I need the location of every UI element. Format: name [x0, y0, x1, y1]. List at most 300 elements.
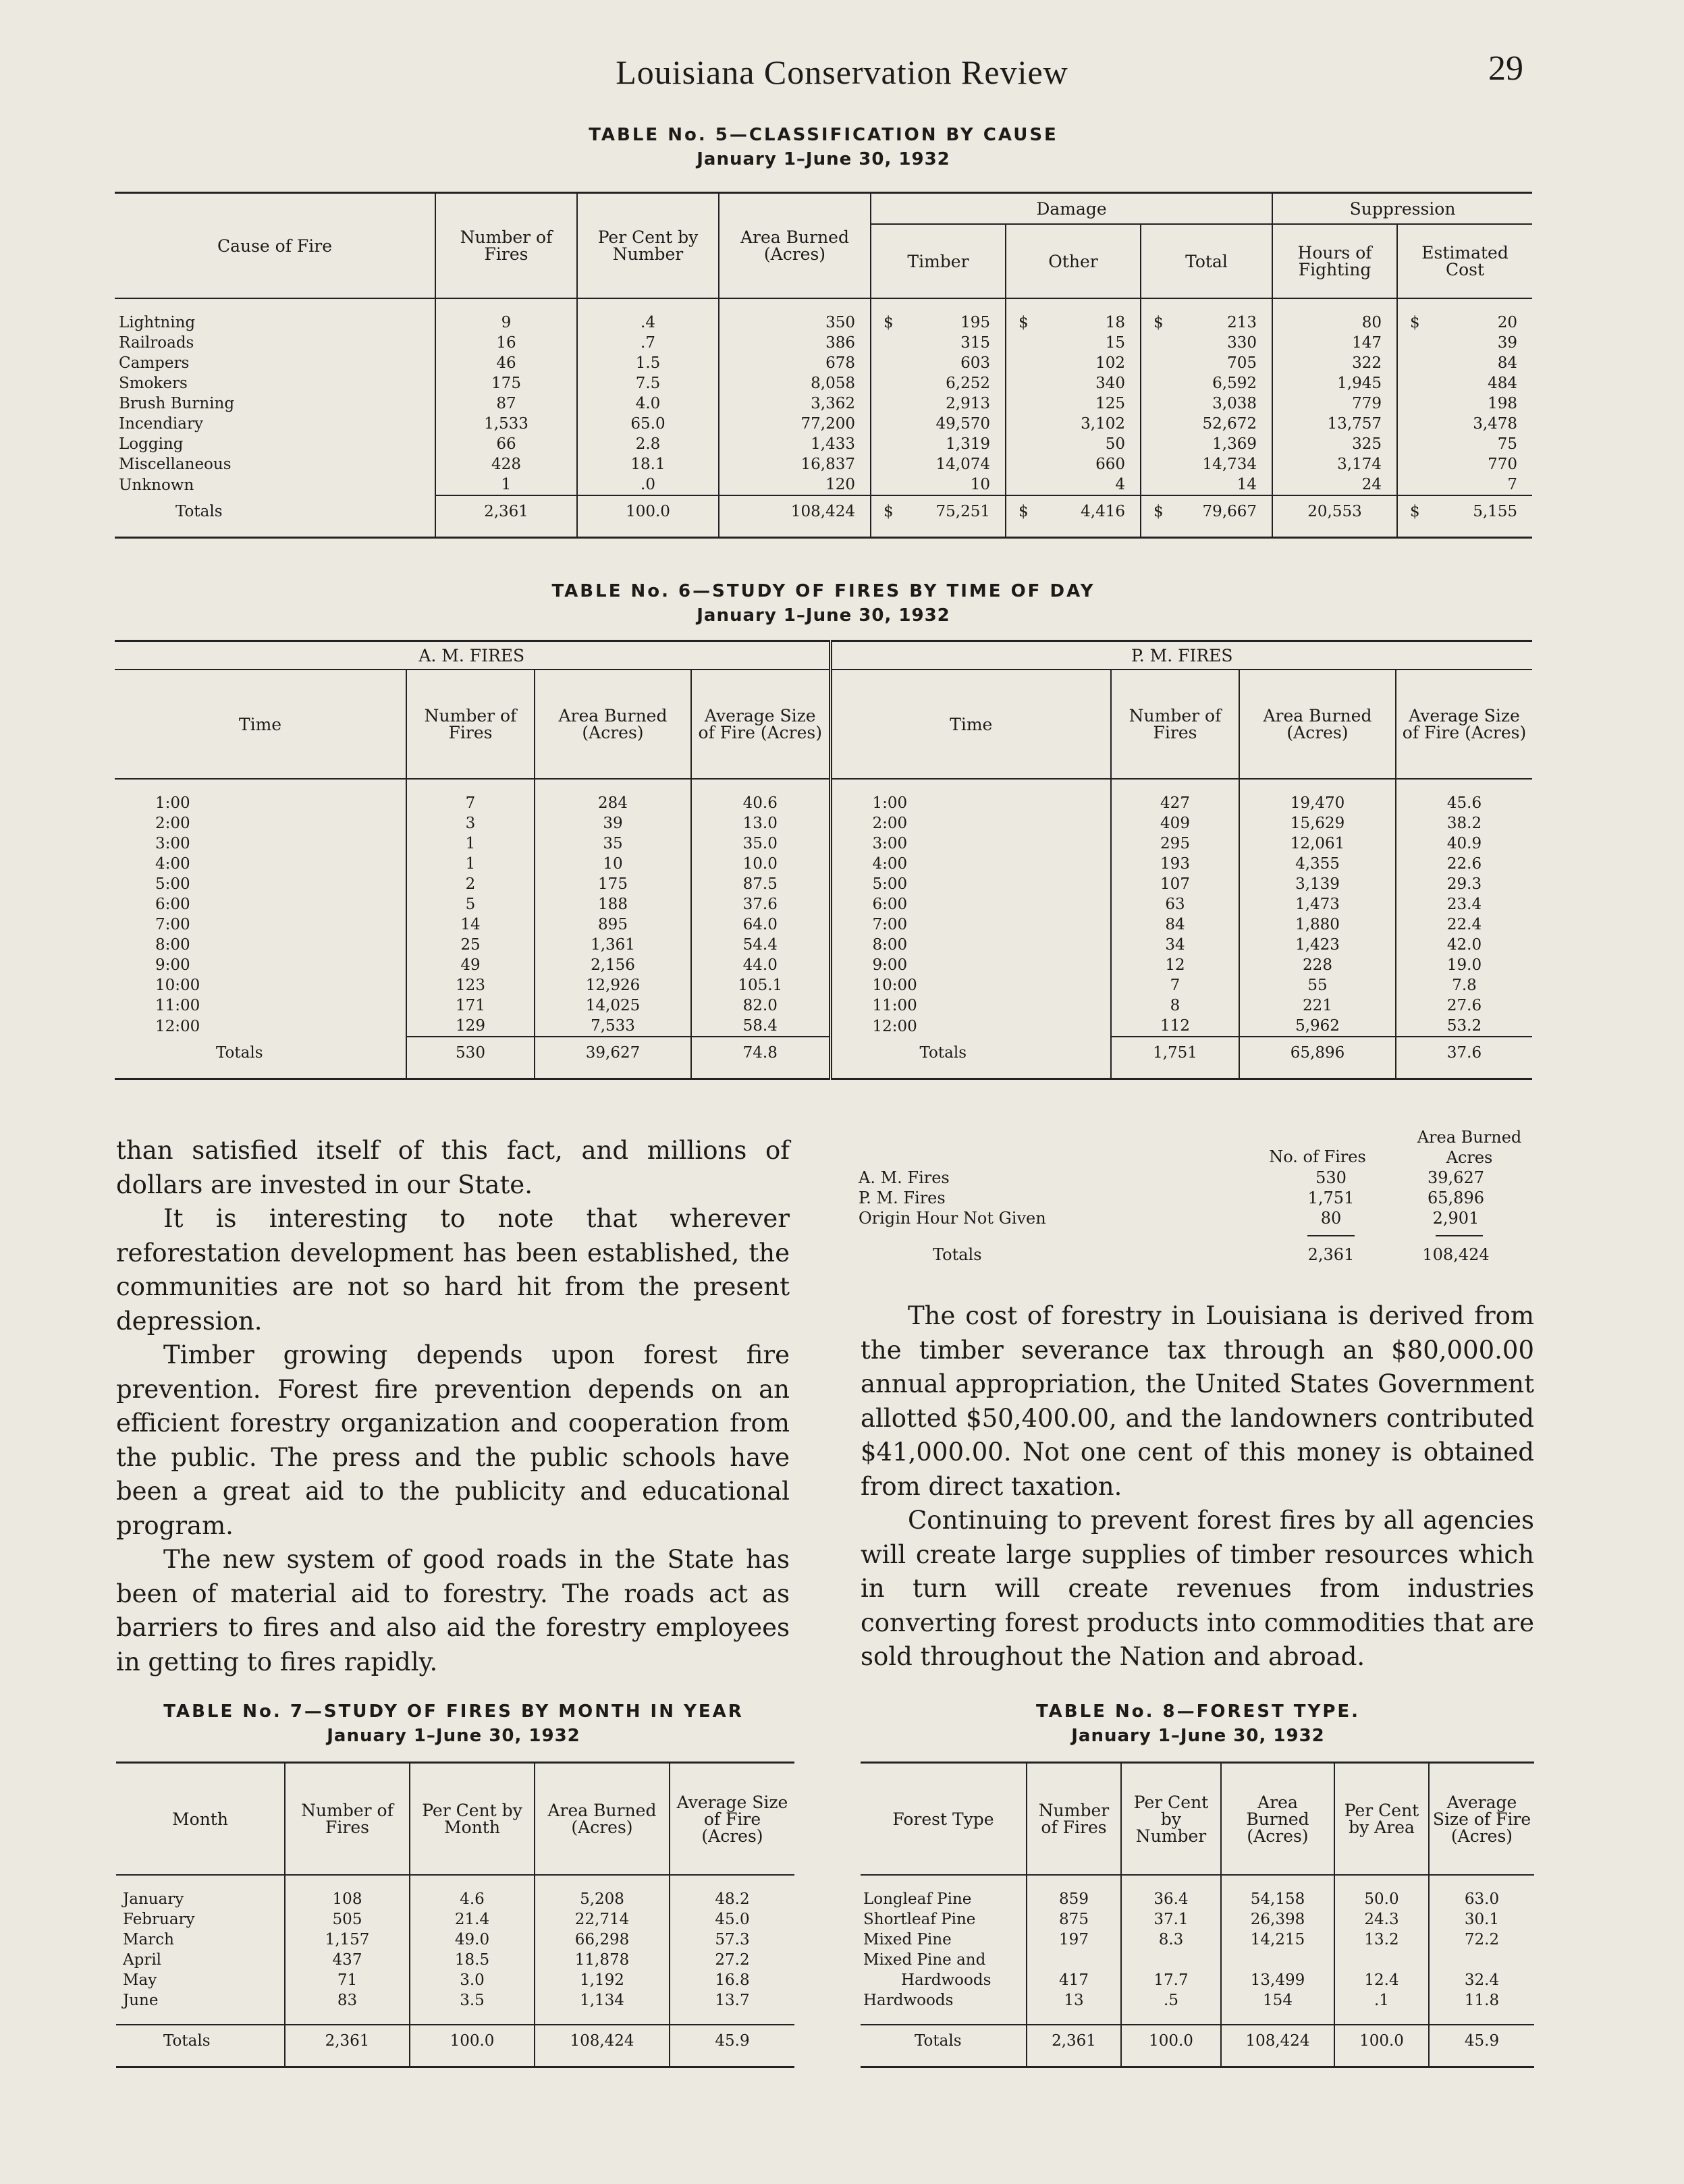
pm-area-cell: 19,470 [1239, 793, 1396, 813]
gap-cell [535, 1064, 691, 1079]
summary-fires: 1,751 [1307, 1189, 1355, 1207]
pm-area-cell: 15,629 [1239, 813, 1396, 834]
pm-time-cell: 6:00 [830, 894, 1111, 914]
am-area-cell: 175 [535, 874, 691, 894]
am-number-cell: 2 [406, 874, 535, 894]
pm-area-cell: 3,139 [1239, 874, 1396, 894]
col-number: Number of Fires [435, 193, 577, 299]
table-row [115, 474, 1532, 495]
hours-cell: 147 [1272, 333, 1397, 353]
total-s: 45.9 [1429, 2025, 1534, 2052]
total-pa: 100.0 [1334, 2025, 1429, 2052]
am-number-cell: 14 [406, 914, 535, 935]
gap-cell [719, 298, 871, 312]
number-cell: 417 [1027, 1970, 1121, 1990]
am-avg-cell: 54.4 [691, 935, 830, 955]
table-row [115, 955, 1532, 975]
forest-type-cell: Hardwoods [901, 1971, 992, 1989]
table8-caption: TABLE No. 8—FOREST TYPE. [1035, 1701, 1361, 1722]
table-row [115, 914, 1532, 935]
total-p: 100.0 [410, 2025, 535, 2052]
timber-cell: 2,913 [871, 393, 1006, 414]
gap-cell [116, 2052, 285, 2067]
gap-cell [535, 2052, 670, 2067]
pm-area-cell: 5,962 [1239, 1016, 1396, 1037]
am-avg-cell: 35.0 [691, 834, 830, 854]
table5-caption: TABLE No. 5—CLASSIFICATION BY CAUSE [589, 125, 1058, 145]
month-cell: January [123, 1890, 184, 1908]
col-percent-number: Per Cent by Number [1121, 1763, 1221, 1876]
total-timber [871, 495, 1006, 523]
number-cell: 875 [1027, 1909, 1121, 1930]
am-area-cell: 14,025 [535, 995, 691, 1016]
pm-time-cell: 4:00 [830, 854, 1111, 874]
percent-cell: 1.5 [577, 353, 719, 373]
gap-cell [830, 1064, 1111, 1079]
table7-caption: TABLE No. 7—STUDY OF FIRES BY MONTH IN YEAR [163, 1701, 744, 1722]
am-number-cell: 123 [406, 975, 535, 995]
am-avg-cell: 82.0 [691, 995, 830, 1016]
col-pm-area: Area Burned (Acres) [1239, 670, 1396, 779]
area-cell: 1,433 [719, 434, 871, 454]
area-cell: 1,134 [535, 1990, 670, 2011]
summary-fires: 80 [1320, 1209, 1342, 1228]
gap-cell [406, 779, 535, 793]
paragraph: Continuing to prevent forest fires by all agencies will create large supplies of timber resources which in turn will create revenues from industries converting forest products into commodities that are sold throughout the Nation and abroad. [861, 1506, 1534, 1671]
pm-avg-cell: 38.2 [1396, 813, 1532, 834]
table-row [115, 333, 1532, 353]
col-pm-avg: Average Size of Fire (Acres) [1396, 670, 1532, 779]
am-totals-label: Totals [216, 1043, 263, 1062]
col-damage: Damage [871, 193, 1272, 225]
gap-cell [871, 298, 1006, 312]
table8-subcaption: January 1–June 30, 1932 [1071, 1726, 1325, 1746]
gap-cell [577, 298, 719, 312]
journal-title: Louisiana Conservation Review [616, 53, 1068, 91]
percent-cell: .0 [577, 474, 719, 495]
pm-avg-cell: 42.0 [1396, 935, 1532, 955]
am-time-cell: 12:00 [155, 1017, 200, 1035]
gap-cell [285, 1875, 410, 1889]
summary-row [859, 1168, 1533, 1188]
gap-cell [1221, 2011, 1334, 2025]
table-row [861, 1909, 1534, 1930]
pm-avg-cell: 22.6 [1396, 854, 1532, 874]
hours-cell: 1,945 [1272, 373, 1397, 393]
percent-cell: 3.0 [410, 1970, 535, 1990]
cost-cell: 84 [1397, 353, 1532, 373]
forest-type-cell: Mixed Pine and [863, 1951, 986, 1969]
gap-cell [410, 1875, 535, 1889]
total-percent: 100.0 [577, 495, 719, 523]
am-area-cell: 7,533 [535, 1016, 691, 1037]
other-cell: 102 [1006, 353, 1141, 373]
percent-area-cell: .1 [1334, 1990, 1429, 2011]
total-am_s: 74.8 [691, 1037, 830, 1064]
summary-col-area: Area Burned Acres [1417, 1128, 1522, 1167]
col-number: Number of Fires [285, 1763, 410, 1876]
am-time-cell: 6:00 [155, 896, 190, 913]
am-area-cell: 35 [535, 834, 691, 854]
summary-rule [859, 1228, 1533, 1245]
table5-subcaption: January 1–June 30, 1932 [697, 149, 950, 169]
total-a: 108,424 [535, 2025, 670, 2052]
table-row [861, 1970, 1534, 1990]
area-cell: 386 [719, 333, 871, 353]
other-cell [1006, 312, 1141, 333]
table6-caption: TABLE No. 6—STUDY OF FIRES BY TIME OF DAY [551, 581, 1095, 601]
gap-cell [1121, 1875, 1221, 1889]
forest-type-cell: Mixed Pine [863, 1931, 952, 1948]
pm-area-cell: 228 [1239, 955, 1396, 975]
am-area-cell: 188 [535, 894, 691, 914]
total-pn: 100.0 [1121, 2025, 1221, 2052]
table-row [115, 813, 1532, 834]
am-number-cell: 3 [406, 813, 535, 834]
pm-time-cell: 12:00 [830, 1016, 1111, 1037]
am-time-cell: 7:00 [155, 916, 190, 933]
am-number-cell: 1 [406, 854, 535, 874]
percent-cell: 7.5 [577, 373, 719, 393]
total-area: 108,424 [719, 495, 871, 523]
totals-row [116, 2025, 794, 2052]
cell-value: 75,251 [935, 503, 990, 520]
am-area-cell: 12,926 [535, 975, 691, 995]
cost-cell [1397, 312, 1532, 333]
pm-area-cell: 12,061 [1239, 834, 1396, 854]
gap-cell [115, 298, 435, 312]
am-avg-cell: 44.0 [691, 955, 830, 975]
number-cell: 71 [285, 1970, 410, 1990]
cause-cell: Logging [119, 435, 184, 453]
col-am-area: Area Burned (Acres) [535, 670, 691, 779]
total-cell [1141, 312, 1272, 333]
avg-cell: 30.1 [1429, 1909, 1534, 1930]
cause-cell: Lightning [119, 314, 196, 331]
dollar-sign: $ [1018, 503, 1029, 520]
table-row [861, 1889, 1534, 1909]
cell-value: 20 [1497, 314, 1518, 331]
col-am-time: Time [115, 670, 406, 779]
totals-label: Totals [116, 2025, 285, 2052]
table-row [116, 1930, 794, 1950]
paragraph: The cost of forestry in Louisiana is derived from the timber severance tax through an $80,000.00 annual appropriation, the United States Government allotted $50,400.00, and the landowners contributed $41,000.00. Not one cent of this money is obtained from direct taxation. [861, 1301, 1534, 1501]
avg-cell: 27.2 [670, 1950, 794, 1970]
gap-cell [535, 779, 691, 793]
table-row [116, 1970, 794, 1990]
percent-cell: .7 [577, 333, 719, 353]
table5-caption-block [0, 123, 1647, 171]
prose-right-column [861, 1299, 1534, 1674]
avg-cell [1429, 1950, 1534, 1970]
other-cell: 3,102 [1006, 414, 1141, 434]
dollar-sign: $ [1153, 314, 1164, 331]
dollar-sign: $ [1153, 503, 1164, 520]
gap-cell [435, 523, 577, 538]
col-am-avg: Average Size of Fire (Acres) [691, 670, 830, 779]
am-avg-cell: 58.4 [691, 1016, 830, 1037]
am-number-cell: 129 [406, 1016, 535, 1037]
gap-cell [1221, 1875, 1334, 1889]
pm-number-cell: 107 [1111, 874, 1239, 894]
table-row [115, 1016, 1532, 1037]
table-row [116, 1950, 794, 1970]
area-cell: 66,298 [535, 1930, 670, 1950]
gap-cell [1334, 1875, 1429, 1889]
percent-area-cell [1334, 1950, 1429, 1970]
month-cell: April [123, 1951, 162, 1969]
gap-cell [1141, 523, 1272, 538]
percent-number-cell: 37.1 [1121, 1909, 1221, 1930]
pm-avg-cell: 7.8 [1396, 975, 1532, 995]
total-cell: 6,592 [1141, 373, 1272, 393]
table-row [115, 935, 1532, 955]
table-row [861, 1950, 1534, 1970]
totals-row [861, 2025, 1534, 2052]
am-time-cell: 2:00 [155, 815, 190, 832]
gap-cell [861, 2011, 1027, 2025]
percent-cell: 4.6 [410, 1889, 535, 1909]
forest-type-cell: Longleaf Pine [863, 1890, 972, 1908]
percent-number-cell: .5 [1121, 1990, 1221, 2011]
table-row [115, 434, 1532, 454]
pm-time-cell: 5:00 [830, 874, 1111, 894]
area-cell: 350 [719, 312, 871, 333]
summary-row [859, 1208, 1533, 1228]
area-cell: 5,208 [535, 1889, 670, 1909]
dollar-sign: $ [884, 503, 894, 520]
total-pm_s: 37.6 [1396, 1037, 1532, 1064]
table-row [115, 854, 1532, 874]
pm-fires-title: P. M. FIRES [830, 641, 1532, 670]
am-avg-cell: 10.0 [691, 854, 830, 874]
gap-cell [1027, 2011, 1121, 2025]
totals-row [115, 495, 1532, 523]
total-n: 2,361 [285, 2025, 410, 2052]
col-am-number: Number of Fires [406, 670, 535, 779]
pm-avg-cell: 45.6 [1396, 793, 1532, 813]
dollar-sign: $ [1410, 503, 1420, 520]
pm-avg-cell: 27.6 [1396, 995, 1532, 1016]
am-time-cell: 8:00 [155, 936, 190, 954]
gap-cell [861, 1875, 1027, 1889]
table-row [116, 1909, 794, 1930]
other-cell: 340 [1006, 373, 1141, 393]
number-cell: 16 [435, 333, 577, 353]
pm-number-cell: 409 [1111, 813, 1239, 834]
percent-area-cell: 50.0 [1334, 1889, 1429, 1909]
am-number-cell: 49 [406, 955, 535, 975]
pm-area-cell: 55 [1239, 975, 1396, 995]
gap-cell [285, 2052, 410, 2067]
gap-cell [691, 1064, 830, 1079]
number-cell: 83 [285, 1990, 410, 2011]
table-row [115, 312, 1532, 333]
am-time-cell: 1:00 [155, 794, 190, 812]
percent-number-cell: 17.7 [1121, 1970, 1221, 1990]
pm-number-cell: 193 [1111, 854, 1239, 874]
total-number: 2,361 [435, 495, 577, 523]
timber-cell: 10 [871, 474, 1006, 495]
col-forest-type: Forest Type [861, 1763, 1027, 1876]
paragraph: Timber growing depends upon forest fire prevention. Forest fire prevention depends on an efficient forestry organization and cooperation from the public. The press and the public schools have been a great aid to the publicity and educational program. [116, 1340, 790, 1540]
col-cause: Cause of Fire [115, 193, 435, 299]
col-percent: Per Cent by Month [410, 1763, 535, 1876]
area-cell: 16,837 [719, 454, 871, 474]
number-cell: 1 [435, 474, 577, 495]
am-area-cell: 284 [535, 793, 691, 813]
area-cell [1221, 1950, 1334, 1970]
table7 [116, 1762, 794, 2068]
am-time-cell: 11:00 [155, 997, 200, 1014]
hours-cell: 24 [1272, 474, 1397, 495]
avg-cell: 48.2 [670, 1889, 794, 1909]
total-am_n: 530 [406, 1037, 535, 1064]
total-hours: 20,553 [1272, 495, 1397, 523]
number-cell: 859 [1027, 1889, 1121, 1909]
am-number-cell: 5 [406, 894, 535, 914]
am-time-cell: 9:00 [155, 956, 190, 974]
summary-col-fires: No. of Fires [1269, 1147, 1366, 1166]
pm-time-cell: 9:00 [830, 955, 1111, 975]
gap-cell [1111, 779, 1239, 793]
gap-cell [577, 523, 719, 538]
table7-subcaption: January 1–June 30, 1932 [327, 1726, 580, 1746]
dollar-sign: $ [1018, 314, 1029, 331]
number-cell: 505 [285, 1909, 410, 1930]
cell-value: 195 [960, 314, 990, 331]
gap-cell [1121, 2011, 1221, 2025]
gap-cell [1027, 2052, 1121, 2067]
gap-cell [670, 2052, 794, 2067]
total-cell: 1,369 [1141, 434, 1272, 454]
summary-area: 39,627 [1428, 1168, 1484, 1187]
number-cell: 1,157 [285, 1930, 410, 1950]
percent-cell: 18.5 [410, 1950, 535, 1970]
area-cell: 77,200 [719, 414, 871, 434]
gap-cell [1272, 298, 1397, 312]
am-number-cell: 171 [406, 995, 535, 1016]
prose-left-column [116, 1134, 790, 1679]
page-number: 29 [1488, 49, 1523, 88]
cell-value: 79,667 [1202, 503, 1257, 520]
number-cell [1027, 1950, 1121, 1970]
summary-area: 65,896 [1428, 1189, 1484, 1207]
table6-subcaption: January 1–June 30, 1932 [697, 605, 950, 626]
total-cost [1397, 495, 1532, 523]
table-row [115, 353, 1532, 373]
total-cell: 3,038 [1141, 393, 1272, 414]
total-n: 2,361 [1027, 2025, 1121, 2052]
am-area-cell: 1,361 [535, 935, 691, 955]
percent-area-cell: 12.4 [1334, 1970, 1429, 1990]
other-cell: 15 [1006, 333, 1141, 353]
hours-cell: 13,757 [1272, 414, 1397, 434]
cause-cell: Smokers [119, 375, 188, 392]
col-other: Other [1006, 224, 1141, 298]
gap-cell [1111, 1064, 1239, 1079]
am-avg-cell: 13.0 [691, 813, 830, 834]
cost-cell: 39 [1397, 333, 1532, 353]
gap-cell [1239, 1064, 1396, 1079]
total-a: 108,424 [1221, 2025, 1334, 2052]
table-row [115, 454, 1532, 474]
timber-cell [871, 312, 1006, 333]
gap-cell [1397, 523, 1532, 538]
gap-cell [535, 2011, 670, 2025]
fires-summary [859, 1127, 1533, 1265]
total-am_a: 39,627 [535, 1037, 691, 1064]
total-cell: 14 [1141, 474, 1272, 495]
pm-area-cell: 221 [1239, 995, 1396, 1016]
timber-cell: 49,570 [871, 414, 1006, 434]
am-area-cell: 895 [535, 914, 691, 935]
totals-row [115, 1037, 1532, 1064]
col-percent-area: Per Cent by Area [1334, 1763, 1429, 1876]
table6-caption-block [0, 579, 1647, 628]
gap-cell [1397, 298, 1532, 312]
avg-cell: 32.4 [1429, 1970, 1534, 1990]
table-row [115, 894, 1532, 914]
timber-cell: 6,252 [871, 373, 1006, 393]
percent-number-cell: 36.4 [1121, 1889, 1221, 1909]
col-cost: Estimated Cost [1397, 224, 1532, 298]
gap-cell [670, 1875, 794, 1889]
gap-cell [1334, 2052, 1429, 2067]
gap-cell [1429, 1875, 1534, 1889]
area-cell: 22,714 [535, 1909, 670, 1930]
total-pm_a: 65,896 [1239, 1037, 1396, 1064]
area-cell: 11,878 [535, 1950, 670, 1970]
pm-time-cell: 10:00 [830, 975, 1111, 995]
am-area-cell: 2,156 [535, 955, 691, 975]
col-total: Total [1141, 224, 1272, 298]
cause-cell: Brush Burning [119, 395, 235, 412]
percent-area-cell: 13.2 [1334, 1930, 1429, 1950]
gap-cell [719, 523, 871, 538]
gap-cell [535, 1875, 670, 1889]
col-month: Month [116, 1763, 285, 1876]
gap-cell [1396, 779, 1532, 793]
area-cell: 3,362 [719, 393, 871, 414]
table-row [115, 995, 1532, 1016]
cost-cell: 7 [1397, 474, 1532, 495]
summary-label: P. M. Fires [859, 1189, 946, 1207]
gap-cell [1221, 2052, 1334, 2067]
col-pm-number: Number of Fires [1111, 670, 1239, 779]
month-cell: March [123, 1931, 174, 1948]
col-area: Area Burned (Acres) [535, 1763, 670, 1876]
percent-cell: 65.0 [577, 414, 719, 434]
table-row [115, 393, 1532, 414]
timber-cell: 1,319 [871, 434, 1006, 454]
col-avg: Average Size of Fire (Acres) [670, 1763, 794, 1876]
percent-cell: 4.0 [577, 393, 719, 414]
summary-area: 2,901 [1432, 1209, 1479, 1228]
month-cell: May [123, 1971, 157, 1989]
percent-cell: 2.8 [577, 434, 719, 454]
number-cell: 13 [1027, 1990, 1121, 2011]
cause-cell: Miscellaneous [119, 456, 232, 473]
avg-cell: 72.2 [1429, 1930, 1534, 1950]
gap-cell [406, 1064, 535, 1079]
am-avg-cell: 64.0 [691, 914, 830, 935]
pm-number-cell: 427 [1111, 793, 1239, 813]
pm-number-cell: 12 [1111, 955, 1239, 975]
number-cell: 197 [1027, 1930, 1121, 1950]
am-area-cell: 10 [535, 854, 691, 874]
pm-area-cell: 1,880 [1239, 914, 1396, 935]
